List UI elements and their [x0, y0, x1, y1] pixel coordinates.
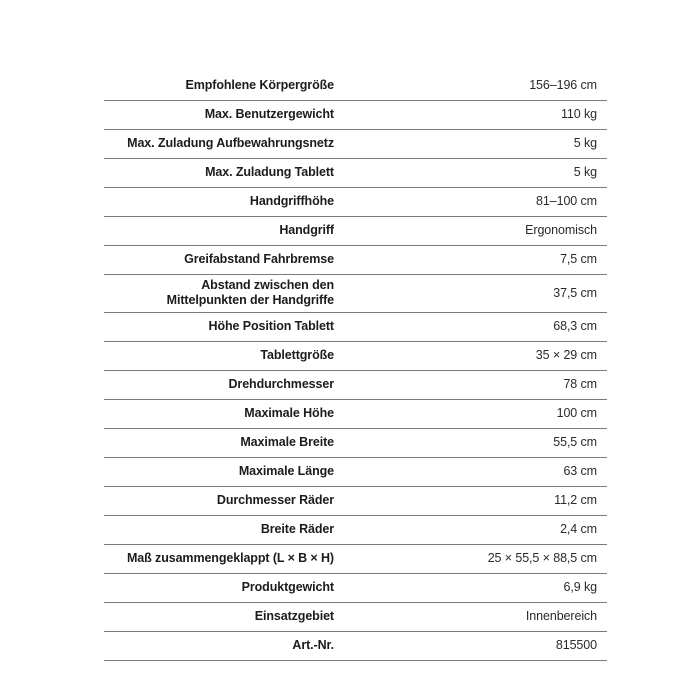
spec-label: Maximale Höhe [104, 399, 334, 428]
spec-spacer [334, 129, 474, 158]
spec-spacer [334, 341, 474, 370]
spec-value: 100 cm [474, 399, 607, 428]
spec-label-line: Mittelpunkten der Handgriffe [166, 293, 334, 307]
spec-value: 156–196 cm [474, 72, 607, 100]
spec-value: 815500 [474, 631, 607, 660]
spec-row-brake-reach [104, 245, 607, 274]
spec-table [104, 72, 607, 661]
spec-value: 6,9 kg [474, 573, 607, 602]
spec-row-handle-distance [104, 274, 607, 312]
spec-row-body-height [104, 72, 607, 100]
spec-value: 68,3 cm [474, 312, 607, 341]
spec-row-max-height [104, 399, 607, 428]
spec-spacer [334, 370, 474, 399]
spec-spacer [334, 399, 474, 428]
spec-label: Durchmesser Räder [104, 486, 334, 515]
spec-spacer [334, 486, 474, 515]
spec-spacer [334, 515, 474, 544]
spec-value: 110 kg [474, 100, 607, 129]
spec-label [104, 274, 334, 312]
spec-label: Produktgewicht [104, 573, 334, 602]
spec-row-max-width [104, 428, 607, 457]
spec-value: Ergonomisch [474, 216, 607, 245]
spec-label: Maß zusammengeklappt (L × B × H) [104, 544, 334, 573]
spec-label: Handgriff [104, 216, 334, 245]
spec-spacer [334, 428, 474, 457]
spec-row-max-user-weight [104, 100, 607, 129]
spec-value: 2,4 cm [474, 515, 607, 544]
spec-row-handle [104, 216, 607, 245]
spec-spacer [334, 457, 474, 486]
spec-label: Höhe Position Tablett [104, 312, 334, 341]
spec-label: Greifabstand Fahrbremse [104, 245, 334, 274]
spec-value: 35 × 29 cm [474, 341, 607, 370]
spec-row-tray-load [104, 158, 607, 187]
spec-row-handle-height [104, 187, 607, 216]
spec-value: 37,5 cm [474, 274, 607, 312]
spec-row-tray-size [104, 341, 607, 370]
spec-value: 5 kg [474, 129, 607, 158]
spec-label: Max. Zuladung Tablett [104, 158, 334, 187]
spec-spacer [334, 216, 474, 245]
spec-spacer [334, 187, 474, 216]
spec-label: Maximale Länge [104, 457, 334, 486]
spec-spacer [334, 100, 474, 129]
spec-label: Max. Benutzergewicht [104, 100, 334, 129]
spec-label: Maximale Breite [104, 428, 334, 457]
spec-value: 55,5 cm [474, 428, 607, 457]
spec-row-usage-area [104, 602, 607, 631]
spec-label: Handgriffhöhe [104, 187, 334, 216]
spec-row-tray-position [104, 312, 607, 341]
spec-label: Einsatzgebiet [104, 602, 334, 631]
spec-spacer [334, 602, 474, 631]
spec-value: Innenbereich [474, 602, 607, 631]
spec-spacer [334, 631, 474, 660]
spec-row-product-weight [104, 573, 607, 602]
spec-row-net-load [104, 129, 607, 158]
spec-row-article-number [104, 631, 607, 660]
spec-spacer [334, 312, 474, 341]
spec-label: Drehdurchmesser [104, 370, 334, 399]
spec-value: 11,2 cm [474, 486, 607, 515]
spec-value: 78 cm [474, 370, 607, 399]
spec-label-line: Abstand zwischen den [201, 278, 334, 292]
spec-spacer [334, 245, 474, 274]
spec-value: 63 cm [474, 457, 607, 486]
spec-label: Max. Zuladung Aufbewahrungsnetz [104, 129, 334, 158]
spec-row-wheel-diameter [104, 486, 607, 515]
spec-value: 5 kg [474, 158, 607, 187]
spec-value: 25 × 55,5 × 88,5 cm [474, 544, 607, 573]
spec-label: Empfohlene Körpergröße [104, 72, 334, 100]
spec-label: Art.-Nr. [104, 631, 334, 660]
spec-row-wheel-width [104, 515, 607, 544]
spec-label: Breite Räder [104, 515, 334, 544]
spec-label: Tablettgröße [104, 341, 334, 370]
spec-spacer [334, 544, 474, 573]
spec-value: 81–100 cm [474, 187, 607, 216]
spec-spacer [334, 72, 474, 100]
spec-spacer [334, 573, 474, 602]
spec-row-max-length [104, 457, 607, 486]
spec-spacer [334, 274, 474, 312]
spec-spacer [334, 158, 474, 187]
spec-row-folded-size [104, 544, 607, 573]
spec-row-turning-diameter [104, 370, 607, 399]
spec-value: 7,5 cm [474, 245, 607, 274]
